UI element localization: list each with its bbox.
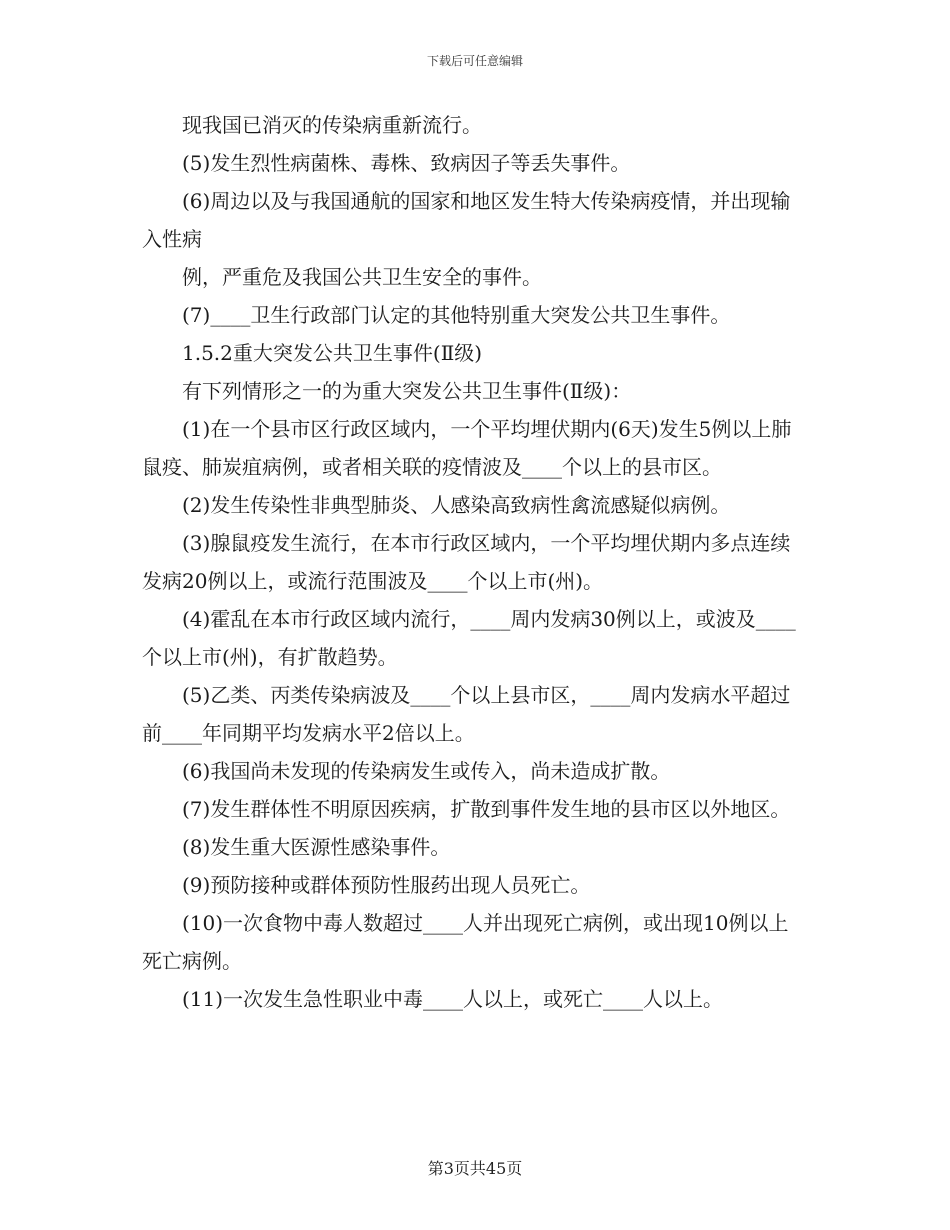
paragraph: (5)乙类、丙类传染病波及____个以上县市区，____周内发病水平超过前____年同期平均发病水平2倍以上。: [142, 683, 791, 745]
paragraph: (3)腺鼠疫发生流行，在本市行政区域内，一个平均埋伏期内多点连续发病20例以上，或流行范围波及____个以上市(州)。: [142, 531, 791, 593]
paragraph: (9)预防接种或群体预防性服药出现人员死亡。: [182, 873, 591, 897]
paragraph: (7)____卫生行政部门认定的其他特别重大突发公共卫生事件。: [182, 303, 731, 327]
page-header: 下载后可任意编辑: [426, 54, 523, 68]
paragraph: 有下列情形之一的为重大突发公共卫生事件(Ⅱ级)：: [182, 379, 632, 403]
paragraph: (8)发生重大医源性感染事件。: [182, 835, 451, 859]
paragraph: (11)一次发生急性职业中毒____人以上，或死亡____人以上。: [182, 987, 724, 1011]
paragraph: (1)在一个县市区行政区域内，一个平均埋伏期内(6天)发生5例以上肺鼠疫、肺炭疽病例，或者相关联的疫情波及____个以上的县市区。: [142, 417, 792, 479]
paragraph: (6)我国尚未发现的传染病发生或传入，尚未造成扩散。: [182, 759, 671, 783]
paragraph: (5)发生烈性病菌株、毒株、致病因子等丢失事件。: [182, 151, 631, 175]
section-heading: 1.5.2重大突发公共卫生事件(Ⅱ级): [182, 341, 483, 365]
page-footer: 第3页共45页: [427, 1159, 523, 1178]
paragraph: (4)霍乱在本市行政区域内流行，____周内发病30例以上，或波及____个以上市(州)，有扩散趋势。: [142, 607, 796, 669]
paragraph: (10)一次食物中毒人数超过____人并出现死亡病例，或出现10例以上死亡病例。: [142, 911, 789, 973]
paragraph: (2)发生传染性非典型肺炎、人感染高致病性禽流感疑似病例。: [182, 493, 731, 517]
paragraph: 现我国已消灭的传染病重新流行。: [182, 113, 482, 137]
paragraph: 例，严重危及我国公共卫生安全的事件。: [182, 265, 542, 289]
paragraph: (7)发生群体性不明原因疾病，扩散到事件发生地的县市区以外地区。: [182, 797, 791, 821]
document-body: [142, 106, 808, 1018]
paragraph: (6)周边以及与我国通航的国家和地区发生特大传染病疫情，并出现输入性病: [142, 189, 791, 251]
